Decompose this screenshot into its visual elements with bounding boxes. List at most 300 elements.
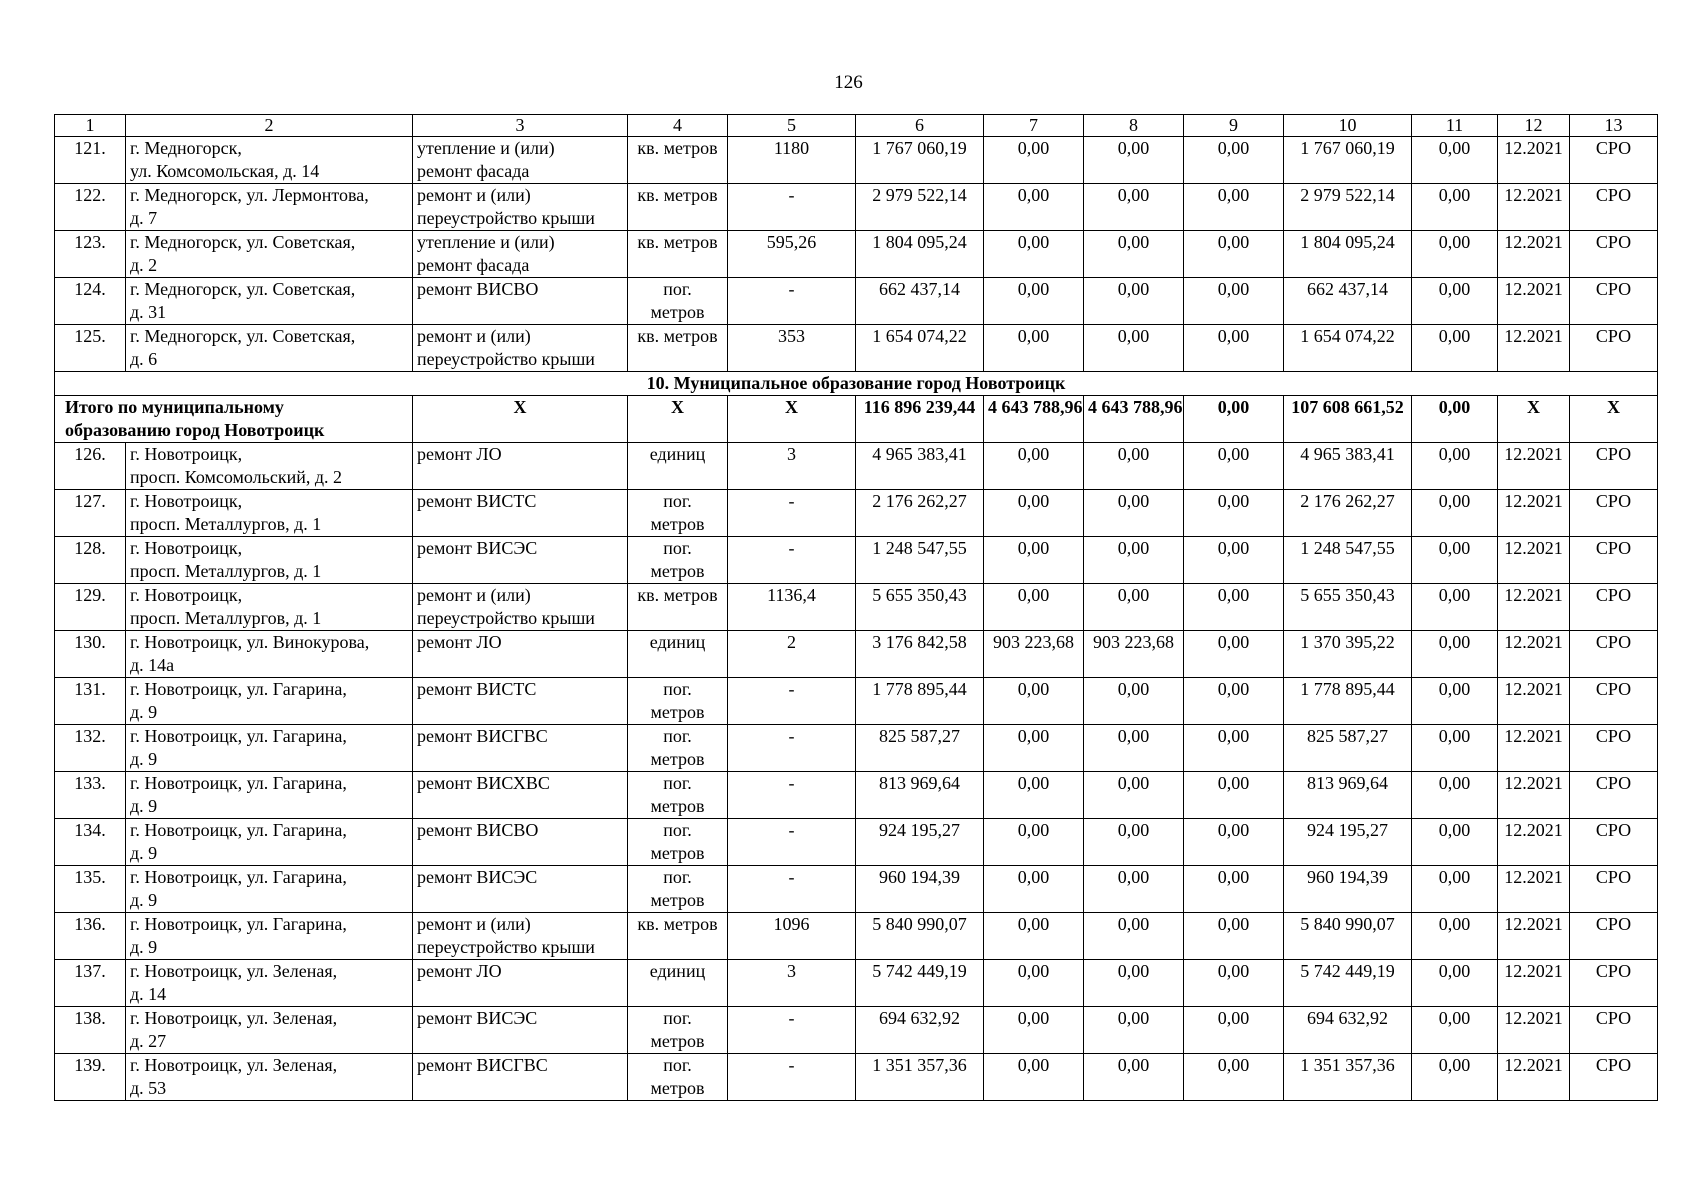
value-cell-c12: 12.2021 (1498, 184, 1570, 231)
unit-cell (628, 278, 728, 325)
value-cell-c8: 0,00 (1084, 325, 1184, 372)
address-cell-line: г. Новотроицк, ул. Винокурова, (130, 632, 370, 652)
work-type-cell-line: утепление и (или) (417, 232, 555, 252)
value-cell-c12: 12.2021 (1498, 725, 1570, 772)
address-cell-line: г. Новотроицк, ул. Зеленая, (130, 1055, 338, 1075)
value-cell-c11: 0,00 (1412, 725, 1498, 772)
address-cell-line: г. Новотроицк, ул. Гагарина, (130, 726, 347, 746)
value-cell-c9: 0,00 (1184, 725, 1284, 772)
value-cell-c11: 0,00 (1412, 184, 1498, 231)
value-cell-c12: 12.2021 (1498, 866, 1570, 913)
value-cell-c5: 595,26 (728, 231, 856, 278)
column-header: 4 (628, 115, 728, 137)
work-type-cell (413, 678, 628, 725)
row-number: 136. (55, 913, 126, 960)
value-cell-c9: 0,00 (1184, 631, 1284, 678)
address-cell-line: д. 14 (130, 984, 167, 1004)
column-number-header-row (55, 115, 1658, 137)
work-type-cell (413, 231, 628, 278)
unit-cell-line: метров (650, 561, 705, 581)
table-row (55, 443, 1658, 490)
value-cell-c7: 0,00 (984, 231, 1084, 278)
address-cell (126, 537, 413, 584)
value-cell-c6: 924 195,27 (856, 819, 984, 866)
value-cell-c6: 3 176 842,58 (856, 631, 984, 678)
total-label (55, 396, 413, 443)
value-cell-c10: 694 632,92 (1284, 1007, 1412, 1054)
address-cell (126, 443, 413, 490)
value-cell-c7: 0,00 (984, 325, 1084, 372)
value-cell-c9: 0,00 (1184, 1054, 1284, 1101)
value-cell-c9: 0,00 (1184, 443, 1284, 490)
row-number: 131. (55, 678, 126, 725)
value-cell-c8: 0,00 (1084, 866, 1184, 913)
address-cell-line: д. 2 (130, 255, 158, 275)
value-cell-c10: 1 804 095,24 (1284, 231, 1412, 278)
unit-cell (628, 1007, 728, 1054)
value-cell-c7: 0,00 (984, 184, 1084, 231)
total-c6: 116 896 239,44 (856, 396, 984, 443)
value-cell-c12: 12.2021 (1498, 278, 1570, 325)
address-cell-line: просп. Металлургов, д. 1 (130, 608, 322, 628)
work-type-cell (413, 1007, 628, 1054)
value-cell-c5: - (728, 1007, 856, 1054)
value-cell-c12: 12.2021 (1498, 137, 1570, 184)
value-cell-c6: 825 587,27 (856, 725, 984, 772)
value-cell-c7: 0,00 (984, 1054, 1084, 1101)
unit-cell (628, 184, 728, 231)
value-cell-c5: 2 (728, 631, 856, 678)
value-cell-c5: 1180 (728, 137, 856, 184)
value-cell-c10: 662 437,14 (1284, 278, 1412, 325)
address-cell (126, 1007, 413, 1054)
value-cell-c8: 903 223,68 (1084, 631, 1184, 678)
value-cell-c11: 0,00 (1412, 1054, 1498, 1101)
table-row (55, 137, 1658, 184)
method-cell: СРО (1570, 631, 1658, 678)
table-row (55, 537, 1658, 584)
value-cell-c6: 694 632,92 (856, 1007, 984, 1054)
column-header: 13 (1570, 115, 1658, 137)
value-cell-c9: 0,00 (1184, 678, 1284, 725)
method-cell: СРО (1570, 678, 1658, 725)
value-cell-c10: 1 370 395,22 (1284, 631, 1412, 678)
value-cell-c10: 825 587,27 (1284, 725, 1412, 772)
unit-cell-line: метров (650, 749, 705, 769)
unit-cell-line: кв. метров (637, 585, 718, 605)
address-cell-line: д. 9 (130, 702, 158, 722)
value-cell-c7: 0,00 (984, 725, 1084, 772)
work-type-cell-line: ремонт ВИСВО (417, 279, 539, 299)
work-type-cell-line: утепление и (или) (417, 138, 555, 158)
value-cell-c6: 5 742 449,19 (856, 960, 984, 1007)
value-cell-c11: 0,00 (1412, 772, 1498, 819)
total-label-line: образованию город Новотроицк (65, 420, 325, 440)
unit-cell (628, 584, 728, 631)
column-header: 2 (126, 115, 413, 137)
method-cell: СРО (1570, 1054, 1658, 1101)
row-number: 129. (55, 584, 126, 631)
value-cell-c11: 0,00 (1412, 278, 1498, 325)
row-number: 124. (55, 278, 126, 325)
table-row (55, 231, 1658, 278)
unit-cell-line: пог. (663, 867, 692, 887)
unit-cell-line: единиц (649, 961, 706, 981)
row-number: 134. (55, 819, 126, 866)
value-cell-c7: 0,00 (984, 137, 1084, 184)
unit-cell-line: пог. (663, 1055, 692, 1075)
work-type-cell (413, 913, 628, 960)
unit-cell-line: метров (650, 890, 705, 910)
table-row (55, 584, 1658, 631)
column-header: 6 (856, 115, 984, 137)
value-cell-c12: 12.2021 (1498, 631, 1570, 678)
work-type-cell-line: ремонт фасада (417, 255, 530, 275)
value-cell-c8: 0,00 (1084, 584, 1184, 631)
row-number: 121. (55, 137, 126, 184)
method-cell: СРО (1570, 913, 1658, 960)
work-type-cell-line: переустройство крыши (417, 937, 595, 957)
unit-cell-line: метров (650, 702, 705, 722)
value-cell-c10: 1 351 357,36 (1284, 1054, 1412, 1101)
value-cell-c10: 1 654 074,22 (1284, 325, 1412, 372)
value-cell-c10: 924 195,27 (1284, 819, 1412, 866)
value-cell-c11: 0,00 (1412, 137, 1498, 184)
unit-cell-line: пог. (663, 279, 692, 299)
value-cell-c7: 0,00 (984, 443, 1084, 490)
table-row (55, 678, 1658, 725)
value-cell-c12: 12.2021 (1498, 584, 1570, 631)
address-cell-line: д. 9 (130, 796, 158, 816)
address-cell-line: г. Новотроицк, ул. Зеленая, (130, 1008, 338, 1028)
total-row (55, 396, 1658, 443)
value-cell-c6: 1 778 895,44 (856, 678, 984, 725)
value-cell-c8: 0,00 (1084, 960, 1184, 1007)
unit-cell (628, 866, 728, 913)
method-cell: СРО (1570, 1007, 1658, 1054)
unit-cell-line: пог. (663, 538, 692, 558)
value-cell-c5: - (728, 819, 856, 866)
value-cell-c11: 0,00 (1412, 678, 1498, 725)
address-cell (126, 490, 413, 537)
total-c10: 107 608 661,52 (1284, 396, 1412, 443)
unit-cell-line: пог. (663, 820, 692, 840)
value-cell-c9: 0,00 (1184, 960, 1284, 1007)
value-cell-c5: - (728, 537, 856, 584)
address-cell-line: г. Медногорск, ул. Советская, (130, 326, 356, 346)
value-cell-c7: 0,00 (984, 678, 1084, 725)
address-cell (126, 1054, 413, 1101)
total-c9: 0,00 (1184, 396, 1284, 443)
column-header: 10 (1284, 115, 1412, 137)
value-cell-c10: 5 655 350,43 (1284, 584, 1412, 631)
value-cell-c6: 1 767 060,19 (856, 137, 984, 184)
value-cell-c7: 0,00 (984, 960, 1084, 1007)
address-cell-line: д. 53 (130, 1078, 167, 1098)
value-cell-c10: 2 176 262,27 (1284, 490, 1412, 537)
total-c11: 0,00 (1412, 396, 1498, 443)
unit-cell (628, 631, 728, 678)
method-cell: СРО (1570, 231, 1658, 278)
value-cell-c9: 0,00 (1184, 184, 1284, 231)
value-cell-c11: 0,00 (1412, 443, 1498, 490)
value-cell-c9: 0,00 (1184, 137, 1284, 184)
work-type-cell (413, 184, 628, 231)
value-cell-c9: 0,00 (1184, 537, 1284, 584)
value-cell-c9: 0,00 (1184, 278, 1284, 325)
value-cell-c8: 0,00 (1084, 184, 1184, 231)
value-cell-c10: 813 969,64 (1284, 772, 1412, 819)
value-cell-c8: 0,00 (1084, 137, 1184, 184)
value-cell-c10: 1 248 547,55 (1284, 537, 1412, 584)
address-cell-line: д. 6 (130, 349, 158, 369)
value-cell-c12: 12.2021 (1498, 325, 1570, 372)
value-cell-c9: 0,00 (1184, 1007, 1284, 1054)
column-header: 8 (1084, 115, 1184, 137)
value-cell-c7: 0,00 (984, 913, 1084, 960)
address-cell-line: г. Новотроицк, (130, 444, 243, 464)
table-row (55, 184, 1658, 231)
unit-cell-line: метров (650, 302, 705, 322)
work-type-cell-line: ремонт ЛО (417, 632, 502, 652)
value-cell-c7: 0,00 (984, 819, 1084, 866)
address-cell-line: г. Новотроицк, ул. Гагарина, (130, 867, 347, 887)
value-cell-c9: 0,00 (1184, 913, 1284, 960)
table-row (55, 325, 1658, 372)
value-cell-c7: 0,00 (984, 1007, 1084, 1054)
table-row (55, 913, 1658, 960)
address-cell (126, 584, 413, 631)
work-type-cell-line: переустройство крыши (417, 349, 595, 369)
value-cell-c5: 1136,4 (728, 584, 856, 631)
address-cell-line: ул. Комсомольская, д. 14 (130, 161, 320, 181)
value-cell-c5: 3 (728, 960, 856, 1007)
value-cell-c6: 960 194,39 (856, 866, 984, 913)
value-cell-c11: 0,00 (1412, 631, 1498, 678)
work-type-cell-line: ремонт ВИСГВС (417, 1055, 548, 1075)
row-number: 128. (55, 537, 126, 584)
method-cell: СРО (1570, 278, 1658, 325)
table-row (55, 278, 1658, 325)
value-cell-c8: 0,00 (1084, 678, 1184, 725)
value-cell-c7: 0,00 (984, 490, 1084, 537)
work-type-cell-line: ремонт фасада (417, 161, 530, 181)
work-type-cell-line: ремонт ВИСВО (417, 820, 539, 840)
work-type-cell (413, 960, 628, 1007)
value-cell-c5: - (728, 725, 856, 772)
unit-cell-line: кв. метров (637, 326, 718, 346)
method-cell: СРО (1570, 325, 1658, 372)
value-cell-c12: 12.2021 (1498, 819, 1570, 866)
value-cell-c8: 0,00 (1084, 819, 1184, 866)
work-type-cell-line: ремонт ЛО (417, 444, 502, 464)
address-cell (126, 278, 413, 325)
value-cell-c7: 0,00 (984, 866, 1084, 913)
value-cell-c10: 4 965 383,41 (1284, 443, 1412, 490)
work-type-cell-line: ремонт ЛО (417, 961, 502, 981)
value-cell-c12: 12.2021 (1498, 490, 1570, 537)
unit-cell-line: пог. (663, 726, 692, 746)
row-number: 132. (55, 725, 126, 772)
column-header: 5 (728, 115, 856, 137)
value-cell-c11: 0,00 (1412, 231, 1498, 278)
column-header: 9 (1184, 115, 1284, 137)
table-row (55, 772, 1658, 819)
unit-cell (628, 960, 728, 1007)
work-type-cell-line: ремонт и (или) (417, 585, 531, 605)
work-type-cell-line: ремонт ВИСХВС (417, 773, 550, 793)
value-cell-c12: 12.2021 (1498, 913, 1570, 960)
address-cell-line: г. Новотроицк, (130, 585, 243, 605)
method-cell: СРО (1570, 960, 1658, 1007)
table-body (55, 115, 1658, 1101)
address-cell-line: д. 9 (130, 890, 158, 910)
work-type-cell (413, 725, 628, 772)
table-row (55, 819, 1658, 866)
value-cell-c6: 2 176 262,27 (856, 490, 984, 537)
value-cell-c11: 0,00 (1412, 819, 1498, 866)
address-cell (126, 678, 413, 725)
unit-cell-line: пог. (663, 491, 692, 511)
address-cell-line: просп. Комсомольский, д. 2 (130, 467, 343, 487)
work-type-cell-line: ремонт и (или) (417, 914, 531, 934)
address-cell-line: просп. Металлургов, д. 1 (130, 514, 322, 534)
total-c8: 4 643 788,96 (1084, 396, 1184, 443)
row-number: 122. (55, 184, 126, 231)
value-cell-c12: 12.2021 (1498, 960, 1570, 1007)
row-number: 135. (55, 866, 126, 913)
value-cell-c12: 12.2021 (1498, 772, 1570, 819)
unit-cell (628, 443, 728, 490)
column-header: 3 (413, 115, 628, 137)
value-cell-c6: 4 965 383,41 (856, 443, 984, 490)
value-cell-c8: 0,00 (1084, 725, 1184, 772)
address-cell-line: г. Медногорск, (130, 138, 242, 158)
method-cell: СРО (1570, 443, 1658, 490)
unit-cell-line: единиц (649, 632, 706, 652)
unit-cell (628, 725, 728, 772)
value-cell-c12: 12.2021 (1498, 678, 1570, 725)
work-type-cell-line: ремонт и (или) (417, 326, 531, 346)
value-cell-c7: 0,00 (984, 537, 1084, 584)
value-cell-c8: 0,00 (1084, 1007, 1184, 1054)
unit-cell-line: кв. метров (637, 138, 718, 158)
value-cell-c6: 813 969,64 (856, 772, 984, 819)
unit-cell-line: метров (650, 514, 705, 534)
value-cell-c6: 1 804 095,24 (856, 231, 984, 278)
value-cell-c8: 0,00 (1084, 537, 1184, 584)
work-type-cell (413, 490, 628, 537)
value-cell-c10: 5 840 990,07 (1284, 913, 1412, 960)
row-number: 130. (55, 631, 126, 678)
row-number: 133. (55, 772, 126, 819)
value-cell-c8: 0,00 (1084, 913, 1184, 960)
table-row (55, 1054, 1658, 1101)
address-cell-line: д. 27 (130, 1031, 167, 1051)
address-cell-line: д. 7 (130, 208, 158, 228)
address-cell-line: г. Медногорск, ул. Советская, (130, 232, 356, 252)
unit-cell-line: метров (650, 796, 705, 816)
address-cell-line: г. Медногорск, ул. Советская, (130, 279, 356, 299)
value-cell-c9: 0,00 (1184, 584, 1284, 631)
value-cell-c12: 12.2021 (1498, 231, 1570, 278)
table-row (55, 866, 1658, 913)
work-type-cell (413, 631, 628, 678)
value-cell-c12: 12.2021 (1498, 443, 1570, 490)
address-cell (126, 184, 413, 231)
value-cell-c9: 0,00 (1184, 490, 1284, 537)
total-c13: Х (1570, 396, 1658, 443)
work-type-cell (413, 584, 628, 631)
address-cell (126, 725, 413, 772)
address-cell-line: г. Новотроицк, ул. Гагарина, (130, 820, 347, 840)
address-cell (126, 231, 413, 278)
method-cell: СРО (1570, 819, 1658, 866)
work-type-cell (413, 137, 628, 184)
address-cell (126, 137, 413, 184)
unit-cell-line: кв. метров (637, 185, 718, 205)
value-cell-c8: 0,00 (1084, 278, 1184, 325)
unit-cell-line: единиц (649, 444, 706, 464)
value-cell-c6: 5 655 350,43 (856, 584, 984, 631)
value-cell-c5: - (728, 184, 856, 231)
value-cell-c10: 960 194,39 (1284, 866, 1412, 913)
value-cell-c8: 0,00 (1084, 490, 1184, 537)
row-number: 125. (55, 325, 126, 372)
address-cell-line: д. 31 (130, 302, 167, 322)
work-type-cell-line: ремонт ВИСГВС (417, 726, 548, 746)
work-type-cell-line: ремонт ВИСТС (417, 491, 537, 511)
value-cell-c5: 3 (728, 443, 856, 490)
table-row (55, 960, 1658, 1007)
unit-cell-line: метров (650, 843, 705, 863)
method-cell: СРО (1570, 184, 1658, 231)
address-cell (126, 819, 413, 866)
table-row (55, 1007, 1658, 1054)
value-cell-c11: 0,00 (1412, 866, 1498, 913)
address-cell (126, 960, 413, 1007)
unit-cell (628, 772, 728, 819)
value-cell-c6: 2 979 522,14 (856, 184, 984, 231)
address-cell-line: д. 9 (130, 843, 158, 863)
value-cell-c5: - (728, 1054, 856, 1101)
value-cell-c7: 0,00 (984, 278, 1084, 325)
unit-cell-line: кв. метров (637, 232, 718, 252)
work-type-cell (413, 537, 628, 584)
total-c4: Х (628, 396, 728, 443)
value-cell-c11: 0,00 (1412, 325, 1498, 372)
address-cell-line: д. 9 (130, 749, 158, 769)
value-cell-c5: 353 (728, 325, 856, 372)
value-cell-c9: 0,00 (1184, 866, 1284, 913)
work-type-cell-line: ремонт ВИСТС (417, 679, 537, 699)
unit-cell (628, 913, 728, 960)
total-c5: Х (728, 396, 856, 443)
row-number: 139. (55, 1054, 126, 1101)
value-cell-c5: - (728, 866, 856, 913)
value-cell-c6: 1 248 547,55 (856, 537, 984, 584)
work-type-cell (413, 1054, 628, 1101)
total-label-line: Итого по муниципальному (65, 397, 284, 417)
unit-cell-line: пог. (663, 1008, 692, 1028)
address-cell (126, 772, 413, 819)
value-cell-c10: 1 778 895,44 (1284, 678, 1412, 725)
work-type-cell-line: ремонт ВИСЭС (417, 867, 538, 887)
table-row (55, 631, 1658, 678)
value-cell-c7: 0,00 (984, 584, 1084, 631)
section-title: 10. Муниципальное образование город Новотроицк (55, 372, 1658, 396)
unit-cell (628, 137, 728, 184)
